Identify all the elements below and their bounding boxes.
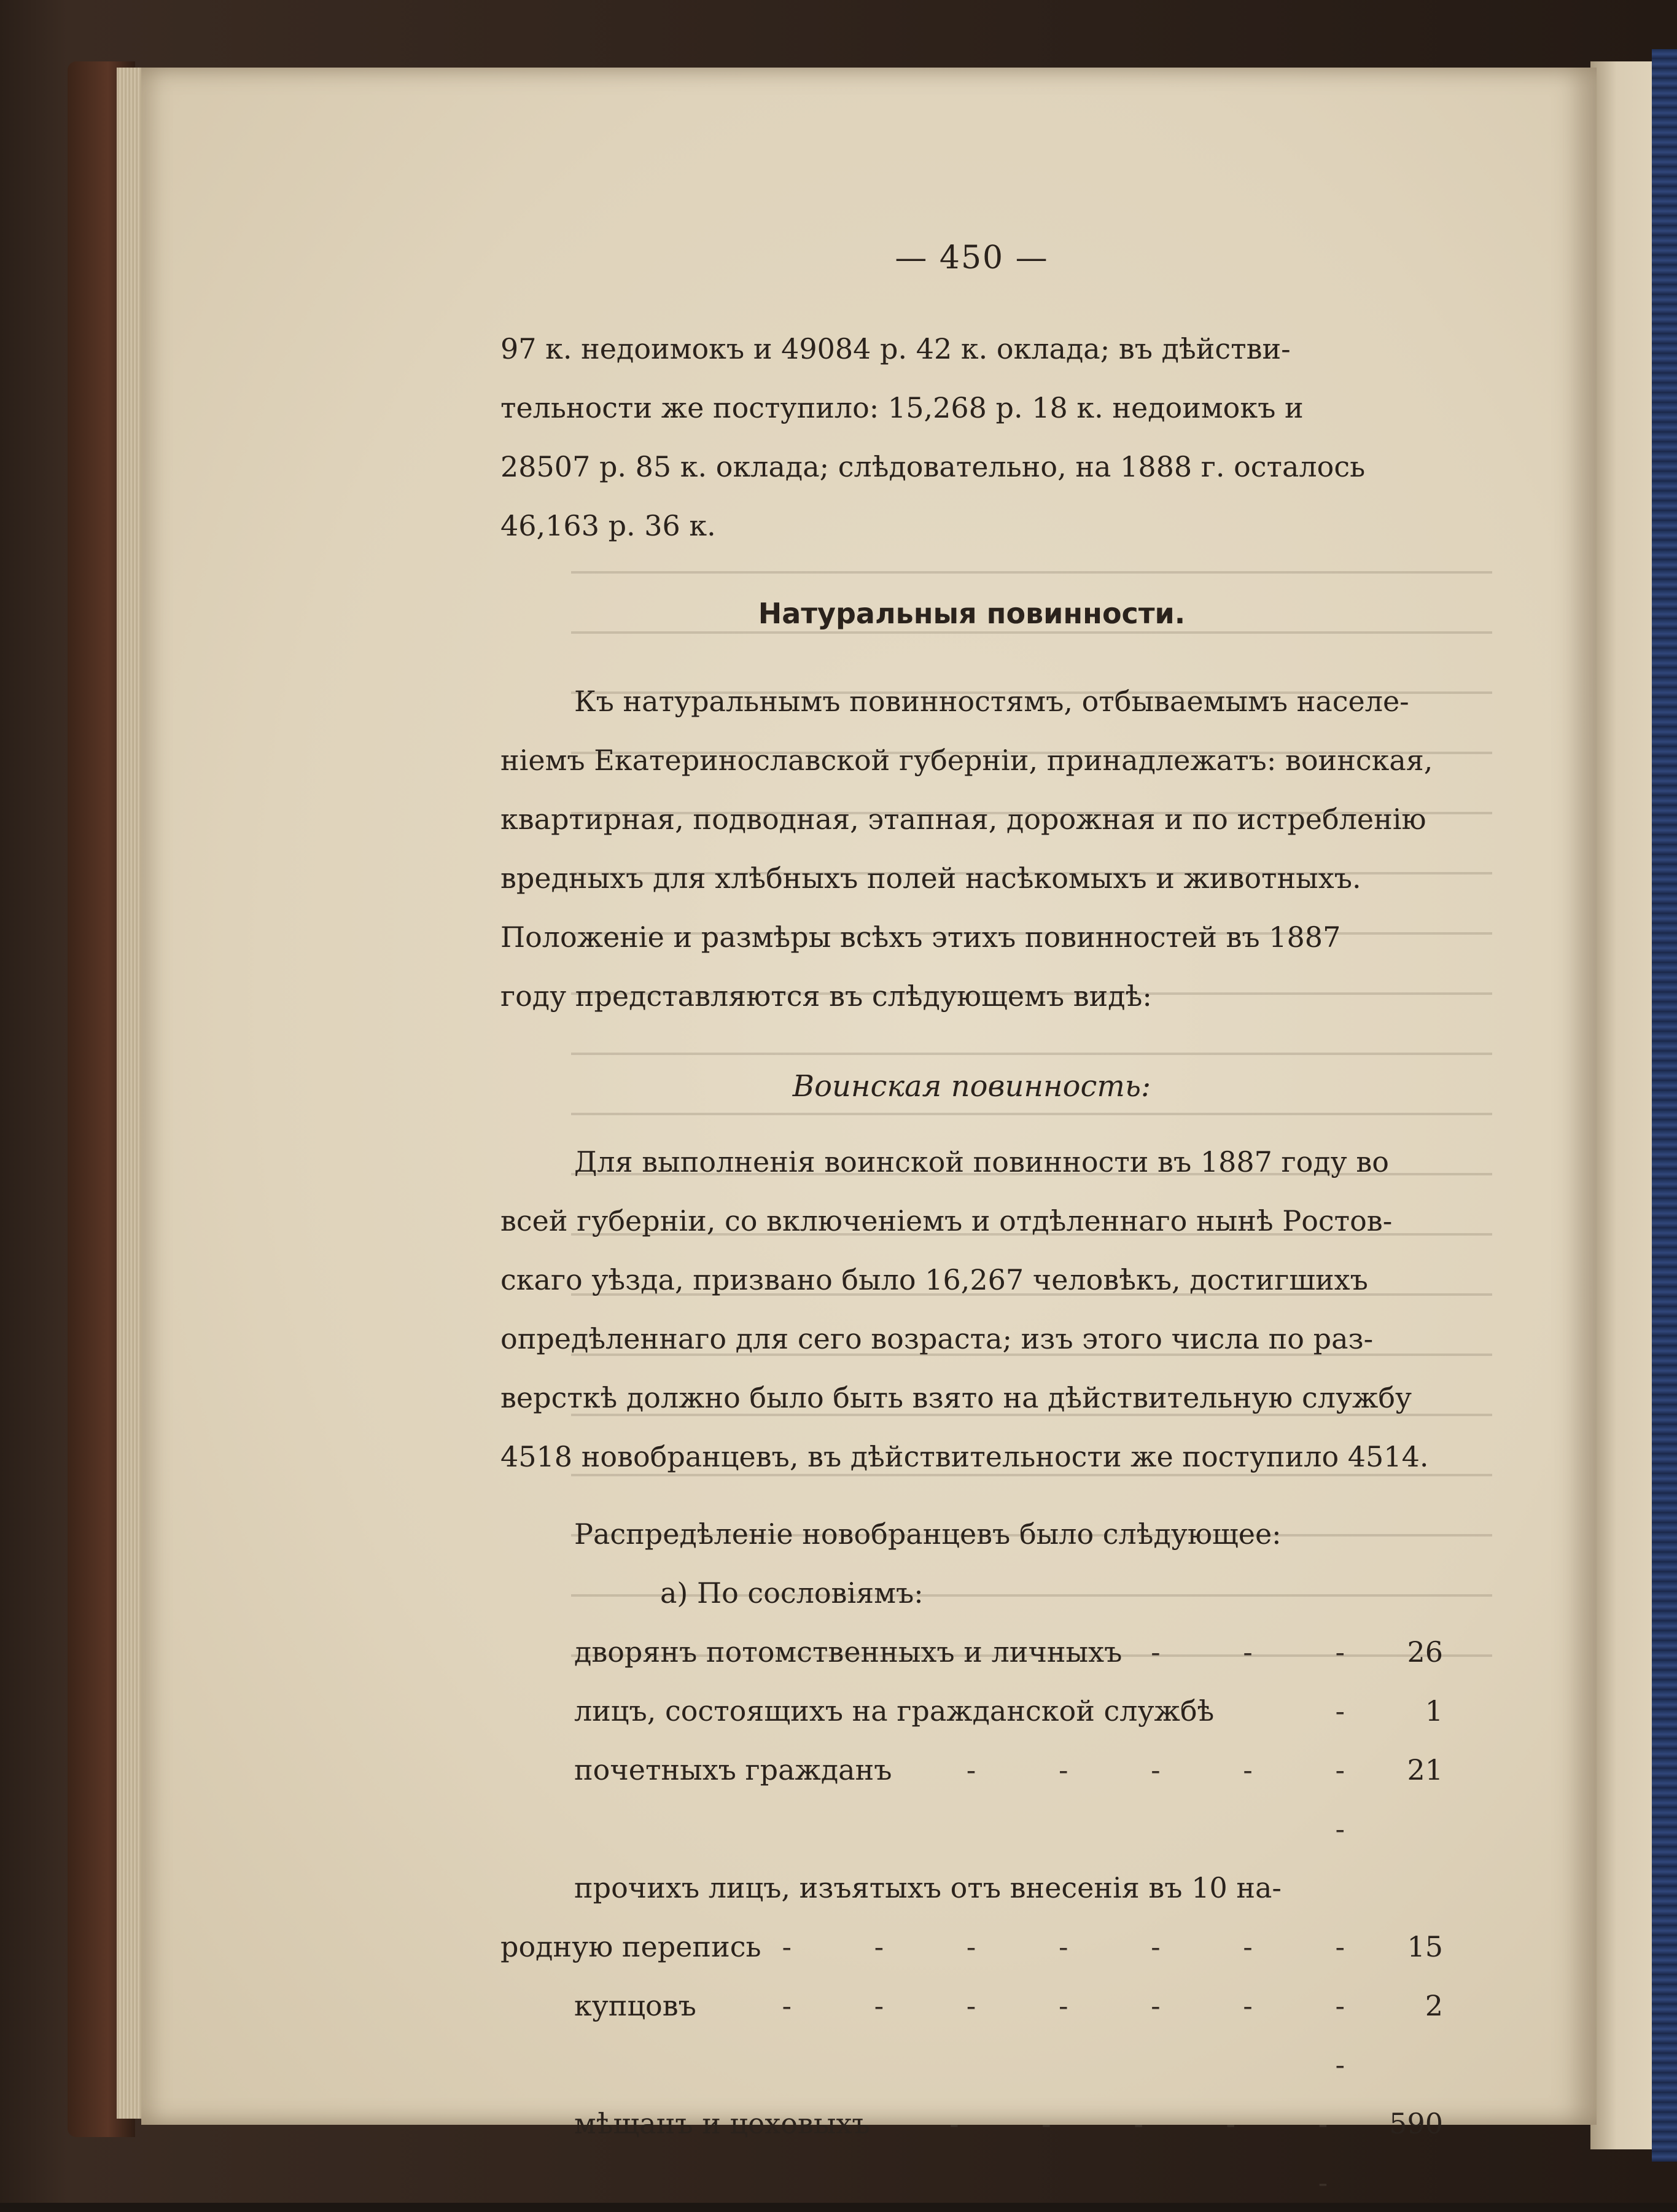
- top-paragraph: [500, 319, 1443, 555]
- row-value: 26: [1407, 1635, 1443, 1669]
- text-line: опредѣленнаго для сего возраста; изъ этого числа по раз-: [500, 1322, 1374, 1355]
- text-line: скаго уѣзда, призвано было 16,267 человѣкъ, достигшихъ: [500, 1263, 1368, 1296]
- row-dashes: - - - - - - - -: [782, 1989, 1382, 2081]
- section-heading: Натуральныя повинности.: [758, 597, 1186, 630]
- text-line: тельности же поступило: 15,268 р. 18 к. недоимокъ и: [500, 391, 1304, 424]
- row-value: 15: [1407, 1930, 1443, 1963]
- row-label: мѣщанъ и цеховыхъ: [574, 2107, 870, 2140]
- text-line: 4518 новобранцевъ, въ дѣйствительности же поступило 4514.: [500, 1440, 1429, 1473]
- table-row: [500, 1917, 1443, 1976]
- table-row: [500, 1740, 1443, 1858]
- text-line: Положеніе и размѣры всѣхъ этихъ повинностей въ 1887: [500, 921, 1341, 954]
- military-paragraph: [500, 1132, 1443, 1486]
- row-dashes: - - - - - - -: [782, 1930, 1382, 1963]
- book-spine-blue-edge: [1652, 49, 1677, 2162]
- table-row: [500, 2094, 1443, 2212]
- row-label: дворянъ потомственныхъ и личныхъ: [574, 1635, 1123, 1669]
- subsection-heading: Воинская повинность:: [792, 1069, 1151, 1104]
- page-number: — 450 —: [895, 240, 1049, 276]
- estates-table: [500, 1622, 1443, 2212]
- text-line: 97 к. недоимокъ и 49084 р. 42 к. оклада; въ дѣйстви-: [500, 332, 1291, 365]
- text-line: 28507 р. 85 к. оклада; слѣдовательно, на 1888 г. осталось: [500, 450, 1366, 483]
- text-line: 46,163 р. 36 к.: [500, 509, 716, 542]
- text-line: квартирная, подводная, этапная, дорожная и по истребленію: [500, 803, 1426, 836]
- text-line: версткѣ должно было быть взято на дѣйствительную службу: [500, 1381, 1412, 1414]
- row-dashes: - - -: [1151, 1635, 1382, 1669]
- text-line: Къ натуральнымъ повинностямъ, отбываемымъ населе-: [574, 685, 1409, 718]
- text-line: вредныхъ для хлѣбныхъ полей насѣкомыхъ и животныхъ.: [500, 862, 1361, 895]
- row-dashes: - - - - - -: [949, 2107, 1365, 2199]
- table-row: [500, 1681, 1443, 1740]
- text-line: всей губерніи, со включеніемъ и отдѣленнаго нынѣ Ростов-: [500, 1204, 1393, 1237]
- row-dashes: - - - - - -: [966, 1753, 1382, 1845]
- table-row: [500, 1622, 1443, 1681]
- row-label: родную перепись: [500, 1930, 761, 1963]
- row-label-continued: прочихъ лицъ, изъятыхъ отъ внесенія въ 10 на-: [574, 1871, 1282, 1904]
- text-line: году представляются въ слѣдующемъ видѣ:: [500, 979, 1152, 1013]
- row-label: почетныхъ гражданъ: [574, 1753, 892, 1786]
- row-dashes: -: [1335, 1694, 1382, 1727]
- row-label: купцовъ: [574, 1989, 696, 2022]
- row-label: лицъ, состоящихъ на гражданской службѣ: [574, 1694, 1215, 1727]
- row-value: 2: [1425, 1989, 1443, 2022]
- text-line: Для выполненія воинской повинности въ 1887 году во: [574, 1145, 1389, 1178]
- row-value: 1: [1425, 1694, 1443, 1727]
- estates-label: а) По сословіямъ:: [660, 1576, 924, 1610]
- page-text: [500, 233, 1443, 2212]
- row-value: 590: [1389, 2107, 1443, 2140]
- distribution-line: Распредѣленіе новобранцевъ было слѣдующее:: [574, 1517, 1282, 1551]
- row-value: 21: [1407, 1753, 1443, 1786]
- text-line: ніемъ Екатеринославской губерніи, принадлежатъ: воинская,: [500, 744, 1433, 777]
- table-row: [500, 1976, 1443, 2094]
- intro-paragraph: [500, 672, 1443, 1026]
